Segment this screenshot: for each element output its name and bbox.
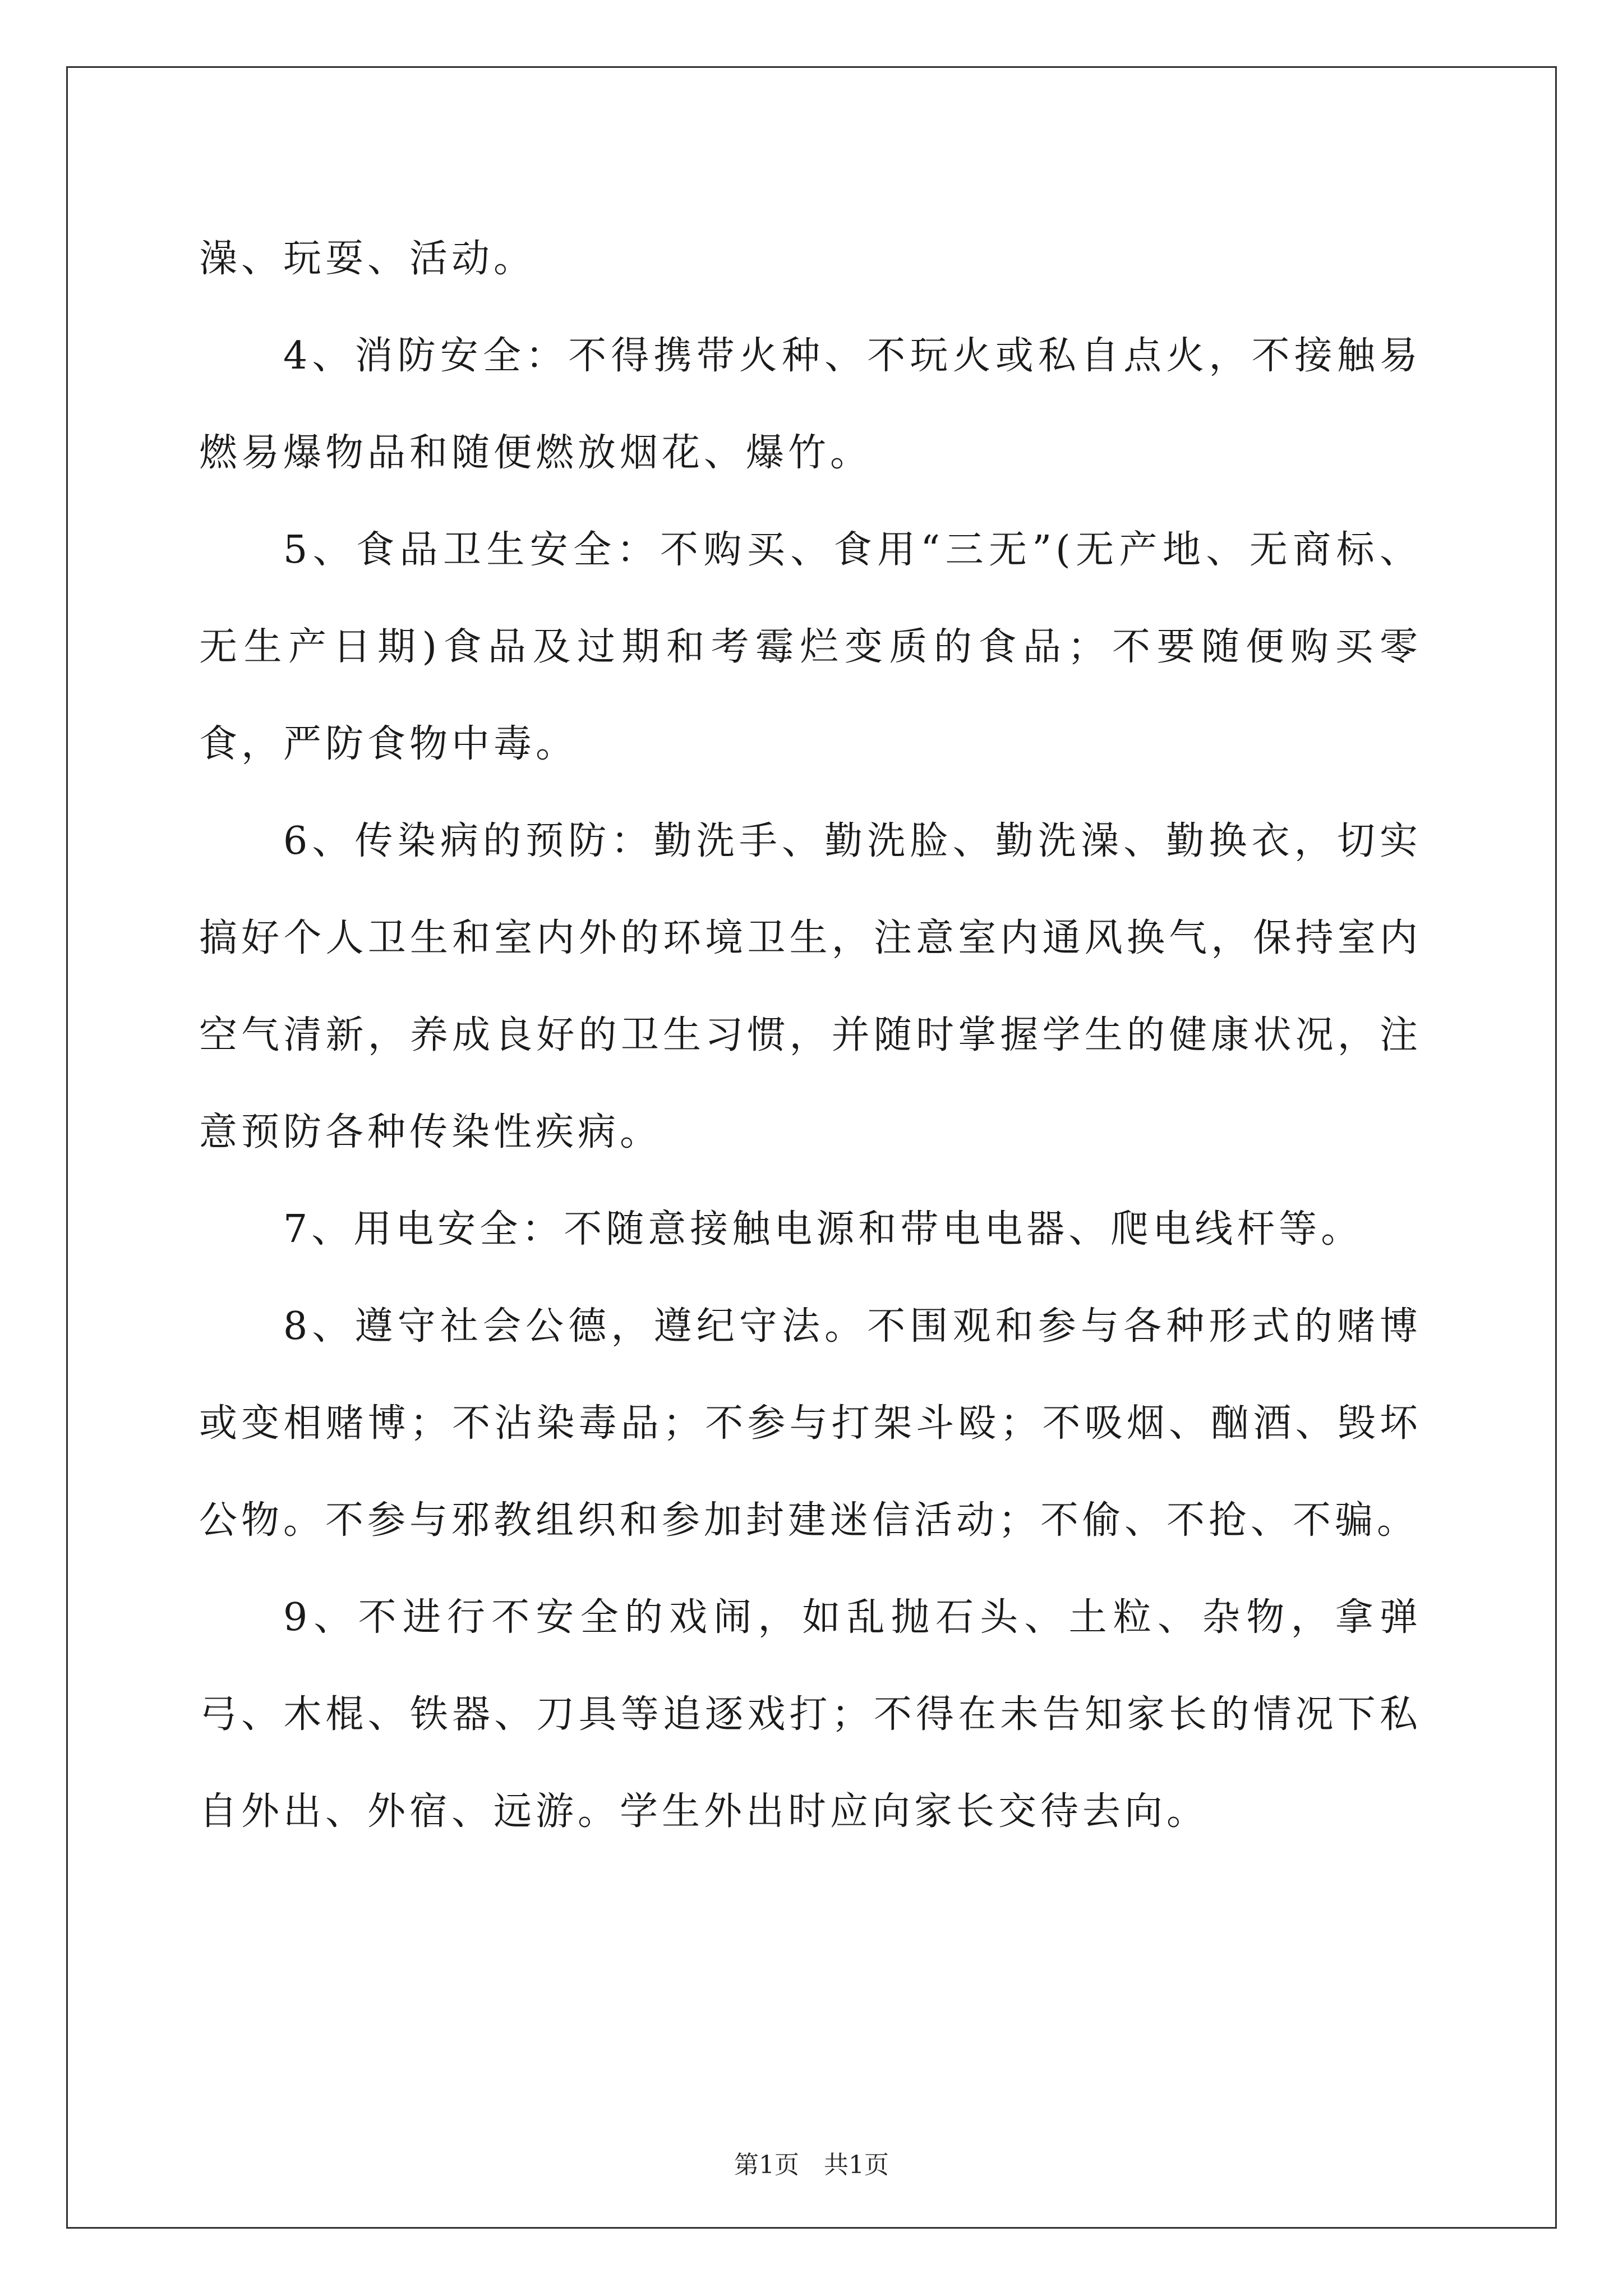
page-number-footer: 第1页 共1页 — [734, 2151, 889, 2179]
paragraph-disease-prevention: 6、传染病的预防：勤洗手、勤洗脸、勤洗澡、勤换衣，切实搞好个人卫生和室内外的环境卫生，注意室内通风换气，保持室内空气清新，养成良好的卫生习惯，并随时掌握学生的健康状况，注意预防各种传染性疾病。 — [199, 819, 1422, 1154]
document-body — [199, 210, 1422, 1860]
paragraph-electric-safety: 7、用电安全：不随意接触电源和带电电器、爬电线杆等。 — [283, 1207, 1363, 1251]
paragraph-continuation: 澡、玩耍、活动。 — [199, 237, 536, 281]
paragraph-social-ethics: 8、遵守社会公德，遵纪守法。不围观和参与各种形式的赌博或变相赌博；不沾染毒品；不参与打架斗殴；不吸烟、酗酒、毁坏公物。不参与邪教组织和参加封建迷信活动；不偷、不抢、不骗。 — [199, 1304, 1422, 1543]
paragraph-fire-safety: 4、消防安全：不得携带火种、不玩火或私自点火，不接触易燃易爆物品和随便燃放烟花、爆竹。 — [199, 334, 1422, 475]
paragraph-play-safety: 9、不进行不安全的戏闹，如乱抛石头、土粒、杂物，拿弹弓、木棍、铁器、刀具等追逐戏打；不得在未告知家长的情况下私自外出、外宿、远游。学生外出时应向家长交待去向。 — [199, 1595, 1422, 1834]
paragraph-food-safety: 5、食品卫生安全：不购买、食用“三无”(无产地、无商标、无生产日期)食品及过期和考霉烂变质的食品；不要随便购买零食，严防食物中毒。 — [199, 528, 1422, 766]
